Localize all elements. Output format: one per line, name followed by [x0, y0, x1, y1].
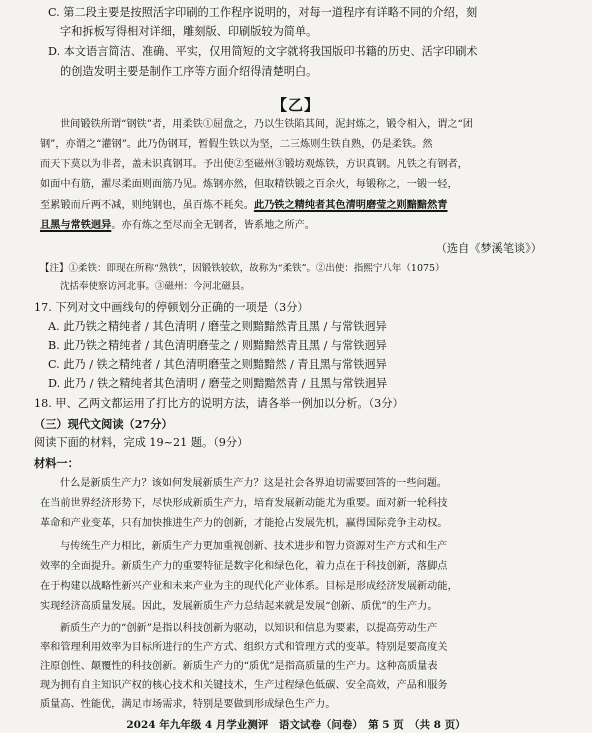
source-citation: （选自《梦溪笔谈》） [435, 242, 542, 255]
q17-option-b: B. 此乃铁之精纯者 / 其色清明磨莹之 / 则黯黯然青且黑 / 与常铁迥异 [48, 339, 387, 352]
material-p2-line1: 与传统生产力相比，新质生产力更加重视创新、技术进步和智力资源对生产方式和生产 [60, 541, 448, 552]
material-p1-line1: 什么是新质生产力？该如何发展新质生产力？这是社会各界迫切需要回答的一些问题。 [60, 478, 448, 489]
material-p2-line2: 效率的全面提升。新质生产力的重要特征是数字化和绿色化，着力点在于科技创新，落脚点 [40, 561, 448, 572]
section3-title: （三）现代文阅读（27分） [34, 417, 173, 431]
material-p3-line4: 现为拥有自主知识产权的核心技术和关键技术，生产过程绿色低碳、安全高效，产品和服务 [40, 680, 448, 691]
section3-instruction: 阅读下面的材料，完成 19~21 题。（9分） [34, 436, 249, 449]
page-footer: 2024 年九年级 4 月学业测评 语文试卷（问卷） 第 5 页 （共 8 页） [126, 719, 466, 731]
yi-para-end: 。亦有炼之至尽而全无钢者，皆系地之所产。 [111, 220, 316, 231]
q17-stem: 17. 下列对文中画线句的停顿划分正确的一项是（3分） [34, 301, 309, 314]
option-d-line1: D. 本文语言简洁、准确、平实，仅用简短的文字就将我国版印书籍的历史、活字印刷术 [48, 45, 478, 58]
yi-para-line2: 钢”，亦谓之“灌钢”。此乃伪钢耳，暂假生铁以为坚，二三炼则生铁自熟，仍是柔铁。然 [40, 139, 433, 150]
material-p3-line5: 质量高、性能优，满足市场需求，特别是要做到形成绿色生产力。 [40, 699, 336, 710]
q17-option-c: C. 此乃 / 铁之精纯者 / 其色清明磨莹之则黯黯然 / 青且黑与常铁迥异 [48, 358, 387, 371]
option-c-line2: 字和拆板写得相对详细，雕刻版、印刷版较为简单。 [60, 25, 318, 38]
yi-para-line5 [40, 198, 448, 213]
underlined-sentence-part2: 且黑与常铁迥异 [40, 219, 112, 231]
yi-para-line3: 而天下莫以为非者，盖未识真钢耳。予出使②至磁州③锻坊观炼铁，方识真钢。凡铁之有钢者， [40, 159, 468, 170]
q18-stem: 18. 甲、乙两文都运用了打比方的说明方法，请各举一例加以分析。（3分） [34, 397, 404, 410]
section-yi-title: 【乙】 [271, 96, 320, 114]
material-p3-line3: 注原创性、颠覆性的科技创新。新质生产力的“质优”是指高质量的生产力。这种高质量表 [40, 661, 438, 672]
material-p1-line2: 在当前世界经济形势下，尽快形成新质生产力，培育发展新动能尤为重要。面对新一轮科技 [40, 498, 448, 509]
q17-option-d: D. 此乃 / 铁之精纯者其色清明 / 磨莹之则黯黯然青 / 且黑与常铁迥异 [48, 377, 388, 390]
material-p3-line2: 率和管理利用效率为目标所进行的生产方式、组织方式和管理方式的变革。特别是要高度关 [40, 642, 448, 653]
option-c-line1: C. 第二段主要是按照活字印刷的工作程序说明的，对每一道程序有详略不同的介绍，刻 [48, 6, 478, 19]
material-one-label: 材料一： [34, 456, 79, 470]
notes-line2: 沈括奉使察访河北事。③磁州：今河北磁县。 [60, 281, 251, 292]
material-p2-line3: 在于构建以战略性新兴产业和未来产业为主的现代化产业体系。目标是形成经济发展新动能， [40, 581, 458, 592]
q17-option-a: A. 此乃铁之精纯者 / 其色清明 / 磨莹之则黯黯然青且黑 / 与常铁迥异 [48, 320, 387, 333]
option-d-line2: 的创造发明主要是制作工序等方面介绍得清楚明白。 [60, 65, 318, 78]
notes-line1: 【注】①柔铁：即现在所称“熟铁”，因锻铁较软，故称为“柔铁”。②出使：指熙宁八年（1075） [40, 263, 445, 274]
yi-para-line5-text: 至累锻而斤两不减，则纯钢也，虽百炼不耗矣。 [40, 200, 254, 211]
material-p1-line3: 革命和产业变革，只有加快推进生产力的创新，才能抢占发展先机，赢得国际竞争主动权。 [40, 518, 448, 529]
material-p3-line1: 新质生产力的“创新”是指以科技创新为驱动，以知识和信息为要素，以提高劳动生产 [60, 623, 438, 634]
yi-para-line6 [40, 218, 315, 233]
yi-para-line1: 世间锻铁所谓“钢铁”者，用柔铁①屈盘之，乃以生铁陷其间，泥封炼之，锻令相入，谓之“团 [60, 119, 473, 130]
material-p2-line4: 实现经济高质量发展。因此，发展新质生产力总结起来就是发展“创新、质优”的生产力。 [40, 601, 438, 612]
yi-para-line4: 如面中有筋，濯尽柔面则面筋乃见。炼钢亦然，但取精铁锻之百余火，每锻称之，一锻一轻， [40, 179, 458, 190]
underlined-sentence-part1: 此乃铁之精纯者其色清明磨莹之则黯黯然青 [253, 199, 448, 211]
